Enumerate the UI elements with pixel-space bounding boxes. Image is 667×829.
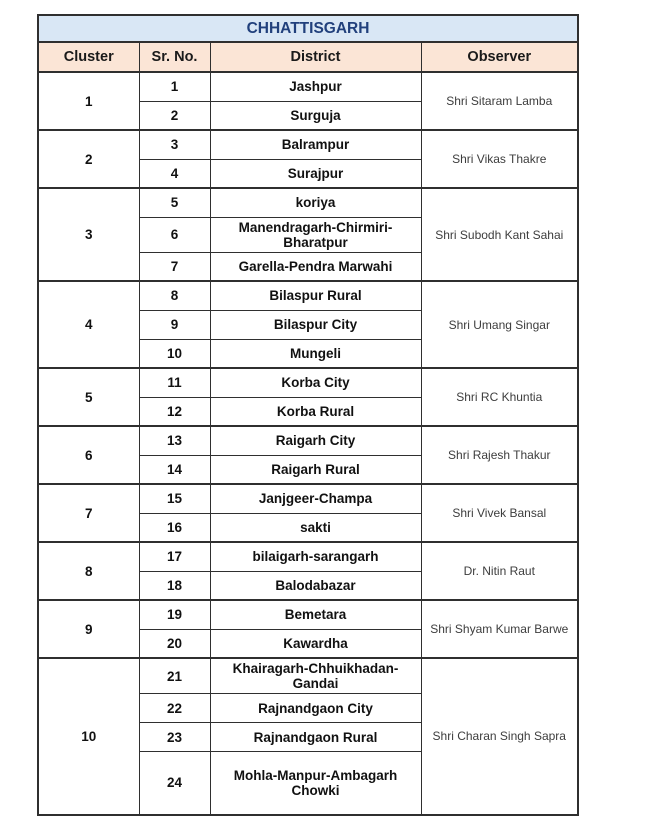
sr-no-cell: 19 (139, 600, 210, 629)
header-row (38, 42, 578, 72)
table-row (38, 658, 578, 694)
table-title: CHHATTISGARH (38, 15, 578, 42)
sr-no-cell: 6 (139, 217, 210, 252)
district-cell: Manendragarh-Chirmiri-Bharatpur (210, 217, 421, 252)
cluster-cell: 3 (38, 188, 139, 281)
district-cell: Balodabazar (210, 571, 421, 600)
observer-cell: Shri Vikas Thakre (421, 130, 578, 188)
district-cell: Korba Rural (210, 397, 421, 426)
district-cell: Rajnandgaon City (210, 694, 421, 723)
observer-cell: Shri Subodh Kant Sahai (421, 188, 578, 281)
sr-no-cell: 20 (139, 629, 210, 658)
district-cell: Raigarh Rural (210, 455, 421, 484)
district-cell: Surguja (210, 101, 421, 130)
sr-no-cell: 2 (139, 101, 210, 130)
observer-cell: Shri Umang Singar (421, 281, 578, 368)
sr-no-cell: 13 (139, 426, 210, 455)
district-cell: koriya (210, 188, 421, 217)
sr-no-cell: 5 (139, 188, 210, 217)
title-row (38, 15, 578, 42)
cluster-cell: 10 (38, 658, 139, 815)
sr-no-cell: 21 (139, 658, 210, 694)
table-body (38, 72, 578, 815)
district-cell: Mungeli (210, 339, 421, 368)
table-row (38, 542, 578, 571)
district-cell: Bilaspur Rural (210, 281, 421, 310)
observer-cell: Shri Vivek Bansal (421, 484, 578, 542)
sr-no-cell: 10 (139, 339, 210, 368)
district-cell: Janjgeer-Champa (210, 484, 421, 513)
cluster-cell: 8 (38, 542, 139, 600)
district-cell: Surajpur (210, 159, 421, 188)
column-header-cluster: Cluster (38, 42, 139, 72)
district-cell: Kawardha (210, 629, 421, 658)
district-cell: Mohla-Manpur-Ambagarh Chowki (210, 752, 421, 815)
observer-cell: Shri Shyam Kumar Barwe (421, 600, 578, 658)
column-header-sr-no: Sr. No. (139, 42, 210, 72)
table-row (38, 188, 578, 217)
table-row (38, 72, 578, 101)
sr-no-cell: 8 (139, 281, 210, 310)
sr-no-cell: 9 (139, 310, 210, 339)
observer-cell: Shri Rajesh Thakur (421, 426, 578, 484)
district-cell: bilaigarh-sarangarh (210, 542, 421, 571)
column-header-district: District (210, 42, 421, 72)
cluster-cell: 5 (38, 368, 139, 426)
district-cell: Rajnandgaon Rural (210, 723, 421, 752)
sr-no-cell: 23 (139, 723, 210, 752)
cluster-cell: 7 (38, 484, 139, 542)
observer-cell: Shri Sitaram Lamba (421, 72, 578, 130)
sr-no-cell: 15 (139, 484, 210, 513)
table-row (38, 600, 578, 629)
column-header-observer: Observer (421, 42, 578, 72)
table-row (38, 484, 578, 513)
table-row (38, 368, 578, 397)
sr-no-cell: 3 (139, 130, 210, 159)
chhattisgarh-observers-table (37, 14, 579, 816)
observer-cell: Dr. Nitin Raut (421, 542, 578, 600)
sr-no-cell: 16 (139, 513, 210, 542)
sr-no-cell: 11 (139, 368, 210, 397)
cluster-cell: 9 (38, 600, 139, 658)
table-row (38, 426, 578, 455)
district-cell: Jashpur (210, 72, 421, 101)
district-cell: Khairagarh-Chhuikhadan-Gandai (210, 658, 421, 694)
cluster-cell: 2 (38, 130, 139, 188)
sr-no-cell: 22 (139, 694, 210, 723)
sr-no-cell: 1 (139, 72, 210, 101)
district-cell: Korba City (210, 368, 421, 397)
sr-no-cell: 18 (139, 571, 210, 600)
district-cell: sakti (210, 513, 421, 542)
sr-no-cell: 7 (139, 252, 210, 281)
sr-no-cell: 14 (139, 455, 210, 484)
cluster-cell: 6 (38, 426, 139, 484)
observer-cell: Shri Charan Singh Sapra (421, 658, 578, 815)
cluster-cell: 1 (38, 72, 139, 130)
district-cell: Bilaspur City (210, 310, 421, 339)
sr-no-cell: 24 (139, 752, 210, 815)
district-cell: Garella-Pendra Marwahi (210, 252, 421, 281)
cluster-cell: 4 (38, 281, 139, 368)
sr-no-cell: 4 (139, 159, 210, 188)
table-row (38, 130, 578, 159)
observer-cell: Shri RC Khuntia (421, 368, 578, 426)
table-row (38, 281, 578, 310)
sr-no-cell: 17 (139, 542, 210, 571)
district-cell: Raigarh City (210, 426, 421, 455)
district-cell: Bemetara (210, 600, 421, 629)
district-cell: Balrampur (210, 130, 421, 159)
sr-no-cell: 12 (139, 397, 210, 426)
